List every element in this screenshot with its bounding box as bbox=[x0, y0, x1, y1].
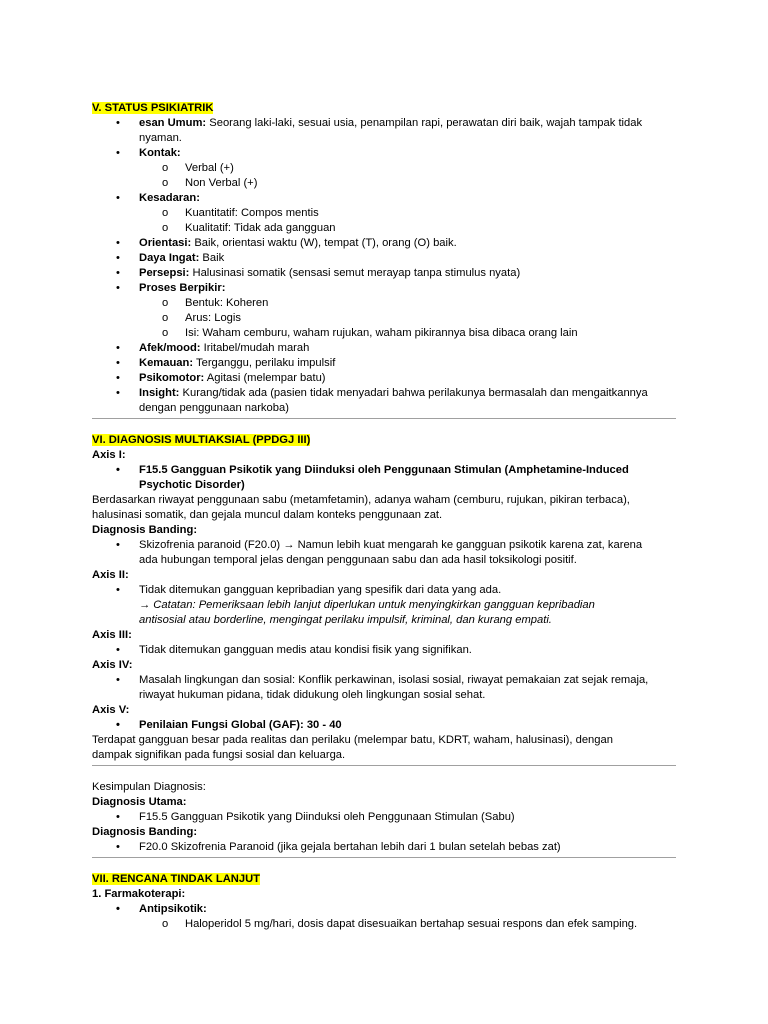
list-item: • F20.0 Skizofrenia Paranoid (jika gejala bertahan lebih dari 1 bulan setelah bebas zat) bbox=[116, 841, 561, 853]
diagnosis-banding-label: Diagnosis Banding: bbox=[92, 826, 198, 838]
status-item bbox=[92, 266, 676, 281]
farmakoterapi-label: 1. Farmakoterapi: bbox=[92, 888, 186, 900]
status-item-text: Kurang/tidak ada (pasien tidak menyadari bahwa perilakunya bermasalah dan mengaitkannya bbox=[179, 387, 648, 399]
list-item: • Masalah lingkungan dan sosial: Konflik perkawinan, isolasi sosial, riwayat pemakaian zat sejak remaja, bbox=[116, 674, 649, 686]
status-sub-item-text: Bentuk: Koheren bbox=[185, 297, 269, 309]
axis1-label: Axis I: bbox=[92, 449, 126, 461]
status-item-label: Persepsi: bbox=[139, 267, 190, 279]
kesimpulan-title: Kesimpulan Diagnosis: bbox=[92, 781, 206, 793]
status-item-text: Seorang laki-laki, sesuai usia, penampilan rapi, perawatan diri baik, wajah tampak tidak bbox=[206, 117, 643, 129]
status-sub-item-text: Isi: Waham cemburu, waham rujukan, waham pikirannya bisa dibaca orang lain bbox=[185, 327, 578, 339]
sub-bullet: o bbox=[162, 312, 169, 324]
axis2-label: Axis II: bbox=[92, 569, 129, 581]
list-item: • Skizofrenia paranoid (F20.0) → Namun lebih kuat mengarah ke gangguan psikotik karena zat, karena bbox=[116, 539, 643, 551]
sub-bullet: o bbox=[162, 327, 169, 339]
divider bbox=[92, 857, 676, 858]
bullet: • bbox=[116, 117, 120, 129]
status-item bbox=[92, 356, 676, 371]
status-item bbox=[92, 251, 676, 266]
bullet: • bbox=[116, 387, 120, 399]
paragraph: Berdasarkan riwayat penggunaan sabu (metamfetamin), adanya waham (cemburu, rujukan, pikiran terbaca), bbox=[92, 494, 630, 506]
status-item bbox=[92, 386, 676, 401]
sub-bullet: o bbox=[162, 162, 169, 174]
status-item-text: Agitasi (melempar batu) bbox=[204, 372, 326, 384]
status-item-label: Proses Berpikir: bbox=[139, 282, 226, 294]
status-item-text: Baik, orientasi waktu (W), tempat (T), orang (O) baik. bbox=[191, 237, 457, 249]
status-sub-item bbox=[92, 221, 676, 236]
status-item-label: Orientasi: bbox=[139, 237, 192, 249]
list-item: • Tidak ditemukan gangguan medis atau kondisi fisik yang signifikan. bbox=[116, 644, 472, 656]
status-item-label: esan Umum: bbox=[139, 117, 207, 129]
status-item-label: Kemauan: bbox=[139, 357, 194, 369]
sub-bullet: o bbox=[162, 207, 169, 219]
bullet: • bbox=[116, 252, 120, 264]
status-item-continuation: nyaman. bbox=[139, 132, 182, 144]
status-sub-item bbox=[92, 176, 676, 191]
axis5-label: Axis V: bbox=[92, 704, 130, 716]
status-item-continuation: dengan penggunaan narkoba) bbox=[139, 402, 289, 414]
sub-list-item: o Haloperidol 5 mg/hari, dosis dapat disesuaikan bertahap sesuai respons dan efek samping. bbox=[162, 918, 638, 930]
status-item-text: Baik bbox=[199, 252, 225, 264]
section-heading-status: V. STATUS PSIKIATRIK bbox=[92, 102, 214, 114]
sub-bullet: o bbox=[162, 297, 169, 309]
status-item bbox=[92, 341, 676, 356]
status-item bbox=[92, 146, 676, 161]
list-item: • Antipsikotik: bbox=[116, 903, 207, 915]
status-item-label: Kontak: bbox=[139, 147, 181, 159]
status-sub-item-text: Kualitatif: Tidak ada gangguan bbox=[185, 222, 336, 234]
status-item-text: Iritabel/mudah marah bbox=[200, 342, 310, 354]
paragraph: halusinasi somatik, dan gejala muncul dalam konteks penggunaan zat. bbox=[92, 509, 443, 521]
status-item bbox=[92, 116, 676, 131]
status-item-label: Daya Ingat: bbox=[139, 252, 200, 264]
status-item-text: Terganggu, perilaku impulsif bbox=[193, 357, 336, 369]
list-item-continuation: ada hubungan temporal jelas dengan penggunaan sabu dan ada hasil toksikologi positif. bbox=[139, 554, 577, 566]
list-item-continuation: riwayat hukuman pidana, tidak didukung oleh lingkungan sosial sehat. bbox=[139, 689, 486, 701]
bullet: • bbox=[116, 147, 120, 159]
status-list bbox=[92, 116, 676, 416]
status-item-label: Afek/mood: bbox=[139, 342, 201, 354]
status-item bbox=[92, 371, 676, 386]
divider bbox=[92, 765, 676, 766]
document-page bbox=[92, 101, 676, 932]
axis3-label: Axis III: bbox=[92, 629, 132, 641]
list-item: • Tidak ditemukan gangguan kepribadian yang spesifik dari data yang ada. bbox=[116, 584, 502, 596]
bullet: • bbox=[116, 357, 120, 369]
divider bbox=[92, 418, 676, 419]
status-sub-item-text: Arus: Logis bbox=[185, 312, 241, 324]
list-item: • Penilaian Fungsi Global (GAF): 30 - 40 bbox=[116, 719, 342, 731]
status-sub-item-text: Non Verbal (+) bbox=[185, 177, 258, 189]
section-heading-diagnosis: VI. DIAGNOSIS MULTIAKSIAL (PPDGJ III) bbox=[92, 434, 311, 446]
list-item: • F15.5 Gangguan Psikotik yang Diinduksi oleh Penggunaan Stimulan (Amphetamine-Induced bbox=[116, 464, 629, 476]
status-sub-item-text: Verbal (+) bbox=[185, 162, 234, 174]
bullet: • bbox=[116, 237, 120, 249]
axis4-label: Axis IV: bbox=[92, 659, 133, 671]
bullet: • bbox=[116, 267, 120, 279]
status-item-label: Psikomotor: bbox=[139, 372, 205, 384]
status-item-text: Halusinasi somatik (sensasi semut merayap tanpa stimulus nyata) bbox=[189, 267, 521, 279]
status-sub-item bbox=[92, 326, 676, 341]
diagnosis-banding-label: Diagnosis Banding: bbox=[92, 524, 198, 536]
bullet: • bbox=[116, 372, 120, 384]
sub-bullet: o bbox=[162, 177, 169, 189]
list-item: • F15.5 Gangguan Psikotik yang Diinduksi oleh Penggunaan Stimulan (Sabu) bbox=[116, 811, 515, 823]
note-line: → Catatan: Pemeriksaan lebih lanjut diperlukan untuk menyingkirkan gangguan kepribadian bbox=[139, 599, 595, 611]
paragraph: Terdapat gangguan besar pada realitas dan perilaku (melempar batu, KDRT, waham, halusinasi), dengan bbox=[92, 734, 613, 746]
list-item-continuation: Psychotic Disorder) bbox=[139, 479, 245, 491]
bullet: • bbox=[116, 282, 120, 294]
sub-bullet: o bbox=[162, 222, 169, 234]
status-item-label: Kesadaran: bbox=[139, 192, 200, 204]
status-item bbox=[92, 281, 676, 296]
status-item bbox=[92, 236, 676, 251]
diagnosis-utama-label: Diagnosis Utama: bbox=[92, 796, 187, 808]
bullet: • bbox=[116, 192, 120, 204]
status-sub-item-text: Kuantitatif: Compos mentis bbox=[185, 207, 319, 219]
bullet: • bbox=[116, 342, 120, 354]
section-heading-rencana: VII. RENCANA TINDAK LANJUT bbox=[92, 873, 261, 885]
status-sub-item bbox=[92, 161, 676, 176]
status-sub-item bbox=[92, 311, 676, 326]
status-sub-item bbox=[92, 296, 676, 311]
status-sub-item bbox=[92, 206, 676, 221]
paragraph: dampak signifikan pada fungsi sosial dan keluarga. bbox=[92, 749, 346, 761]
status-item bbox=[92, 191, 676, 206]
note-line: antisosial atau borderline, mengingat perilaku impulsif, kriminal, dan kurang empati. bbox=[139, 614, 552, 626]
status-item-label: Insight: bbox=[139, 387, 180, 399]
